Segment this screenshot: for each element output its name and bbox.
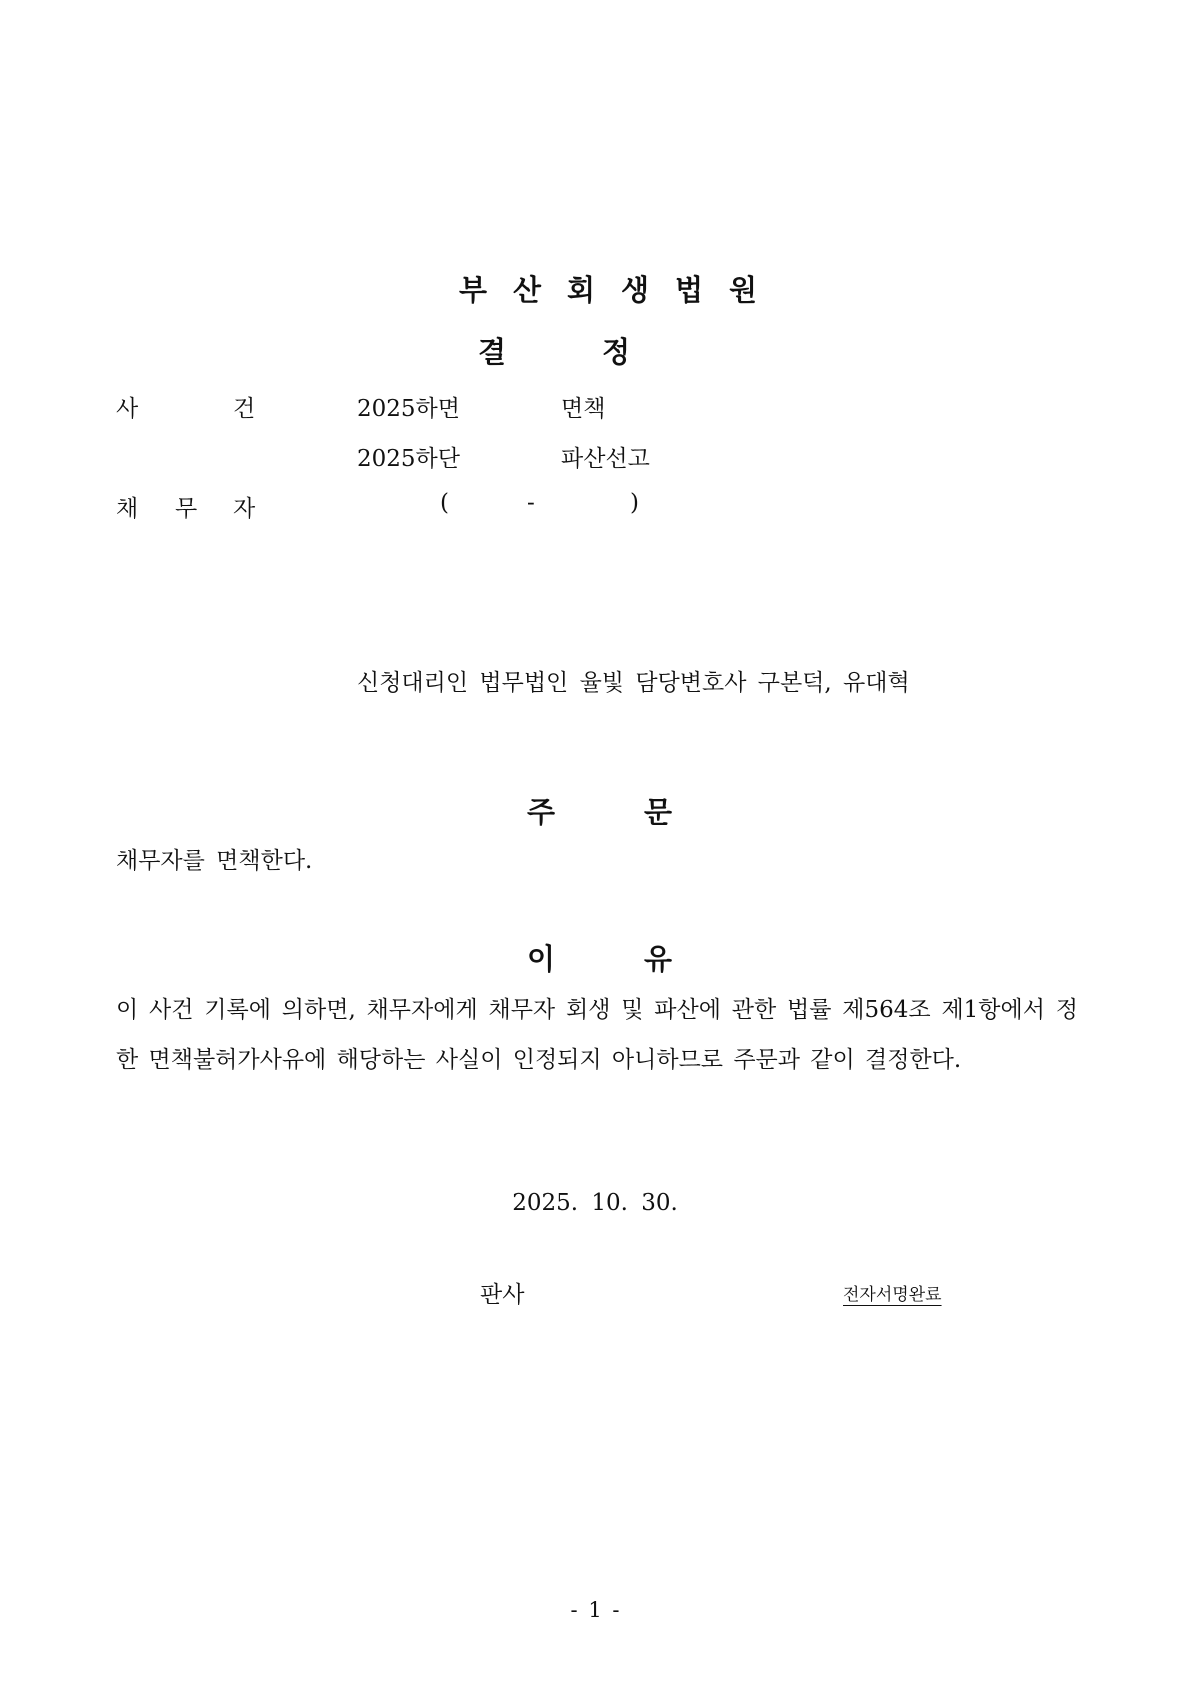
case1-type: 면책	[561, 396, 606, 422]
case2-type: 파산선고	[561, 446, 650, 472]
electronic-signature: 전자서명완료	[843, 1285, 942, 1305]
reason-text: 이 사건 기록에 의하면, 채무자에게 채무자 회생 및 파산에 관한 법률 제564조 제1항에서 정한 면책불허가사유에 해당하는 사실이 인정되지 아니하므로 주문과 같이 결정한다.	[116, 997, 1078, 1073]
order-heading-right: 문	[644, 795, 673, 829]
debtor-label-2: 무	[175, 496, 198, 522]
reason-heading-left: 이	[527, 942, 556, 976]
court-name: 부산회생법원	[458, 273, 784, 307]
debtor-dash: -	[527, 490, 535, 516]
case-label-right: 건	[233, 396, 256, 422]
decision-date: 2025. 10. 30.	[512, 1190, 678, 1216]
judge-label: 판사	[480, 1282, 525, 1308]
case-label-left: 사	[116, 396, 139, 422]
debtor-paren-close: )	[630, 490, 639, 516]
page-number: - 1 -	[570, 1598, 620, 1622]
doc-type-right: 정	[602, 335, 631, 369]
debtor-label-1: 채	[116, 496, 139, 522]
debtor-label-3: 자	[233, 496, 256, 522]
order-heading-left: 주	[527, 795, 556, 829]
debtor-paren-open: (	[440, 490, 449, 516]
representative-line: 신청대리인 법무법인 율빛 담당변호사 구본덕, 유대혁	[357, 670, 910, 696]
order-text: 채무자를 면책한다.	[116, 848, 313, 874]
case2-number: 2025하단	[357, 446, 460, 472]
reason-heading-right: 유	[644, 942, 673, 976]
doc-type-left: 결	[478, 335, 507, 369]
case1-number: 2025하면	[357, 396, 460, 422]
